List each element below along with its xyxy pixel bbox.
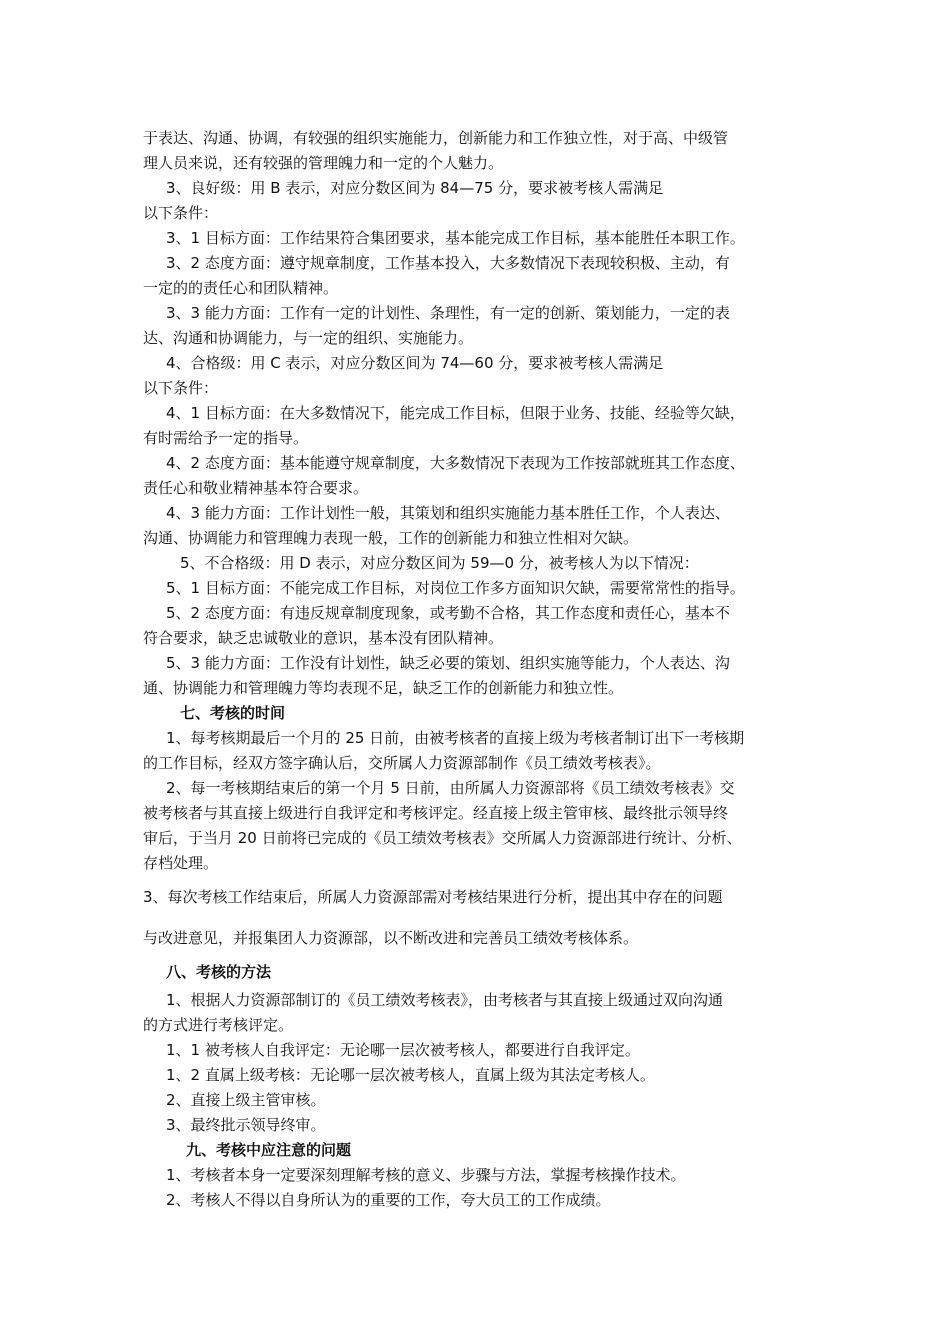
body-line: 审后，于当月 20 日前将已完成的《员工绩效考核表》交所属人力资源部进行统计、分析、 <box>143 829 742 847</box>
body-line: 存档处理。 <box>143 854 219 872</box>
body-line: 4、1 目标方面：在大多数情况下，能完成工作目标，但限于业务、技能、经验等欠缺， <box>166 404 745 422</box>
body-line: 与改进意见，并报集团人力资源部，以不断改进和完善员工绩效考核体系。 <box>143 929 639 947</box>
body-line: 1、2 直属上级考核：无论哪一层次被考核人，直属上级为其法定考核人。 <box>166 1066 655 1084</box>
body-line: 5、2 态度方面：有违反规章制度现象，或考勤不合格，其工作态度和责任心，基本不 <box>166 604 730 622</box>
body-line: 4、合格级：用 C 表示，对应分数区间为 74—60 分，要求被考核人需满足 <box>166 354 664 372</box>
body-line: 的工作目标，经双方签字确认后，交所属人力资源部制作《员工绩效考核表》。 <box>143 754 661 772</box>
body-line: 3、良好级：用 B 表示，对应分数区间为 84—75 分，要求被考核人需满足 <box>166 179 664 197</box>
body-line: 3、每次考核工作结束后，所属人力资源部需对考核结果进行分析，提出其中存在的问题 <box>143 888 723 906</box>
body-line: 以下条件： <box>143 379 219 397</box>
section-heading: 七、考核的时间 <box>180 704 286 722</box>
body-line: 有时需给予一定的指导。 <box>143 429 309 447</box>
body-line: 于表达、沟通、协调，有较强的组织实施能力，创新能力和工作独立性，对于高、中级管 <box>143 129 729 147</box>
body-line: 5、不合格级：用 D 表示，对应分数区间为 59—0 分，被考核人为以下情况： <box>180 554 699 572</box>
body-line: 的方式进行考核评定。 <box>143 1016 294 1034</box>
body-line: 理人员来说，还有较强的管理魄力和一定的个人魅力。 <box>143 154 504 172</box>
body-line: 2、每一考核期结束后的第一个月 5 日前，由所属人力资源部将《员工绩效考核表》交 <box>166 779 735 797</box>
body-line: 符合要求，缺乏忠诚敬业的意识，基本没有团队精神。 <box>143 629 504 647</box>
body-line: 沟通、协调能力和管理魄力表现一般，工作的创新能力和独立性相对欠缺。 <box>143 529 639 547</box>
body-line: 3、3 能力方面：工作有一定的计划性、条理性，有一定的创新、策划能力，一定的表 <box>166 304 730 322</box>
body-line: 1、1 被考核人自我评定：无论哪一层次被考核人，都要进行自我评定。 <box>166 1041 640 1059</box>
body-line: 达、沟通和协调能力，与一定的组织、实施能力。 <box>143 329 474 347</box>
body-line: 3、最终批示领导终审。 <box>166 1116 326 1134</box>
body-line: 5、3 能力方面：工作没有计划性，缺乏必要的策划、组织实施等能力，个人表达、沟 <box>166 654 730 672</box>
body-line: 1、考核者本身一定要深刻理解考核的意义、步骤与方法，掌握考核操作技术。 <box>166 1166 686 1184</box>
body-line: 以下条件： <box>143 204 219 222</box>
body-line: 2、直接上级主管审核。 <box>166 1091 326 1109</box>
body-line: 1、每考核期最后一个月的 25 日前，由被考核者的直接上级为考核者制订出下一考核期 <box>166 729 745 747</box>
body-line: 一定的的责任心和团队精神。 <box>143 279 339 297</box>
body-line: 3、1 目标方面：工作结果符合集团要求，基本能完成工作目标，基本能胜任本职工作。 <box>166 229 745 247</box>
body-line: 被考核者与其直接上级进行自我评定和考核评定。经直接上级主管审核、最终批示领导终 <box>143 804 729 822</box>
section-heading: 九、考核中应注意的问题 <box>186 1141 352 1159</box>
body-line: 1、根据人力资源部制订的《员工绩效考核表》，由考核者与其直接上级通过双向沟通 <box>166 991 724 1009</box>
body-line: 4、3 能力方面：工作计划性一般，其策划和组织实施能力基本胜任工作，个人表达、 <box>166 504 730 522</box>
body-line: 通、协调能力和管理魄力等均表现不足，缺乏工作的创新能力和独立性。 <box>143 679 624 697</box>
body-line: 2、考核人不得以自身所认为的重要的工作，夸大员工的工作成绩。 <box>166 1191 611 1209</box>
body-line: 4、2 态度方面：基本能遵守规章制度，大多数情况下表现为工作按部就班其工作态度、 <box>166 454 745 472</box>
body-line: 3、2 态度方面：遵守规章制度，工作基本投入，大多数情况下表现较积极、主动，有 <box>166 254 730 272</box>
body-line: 5、1 目标方面：不能完成工作目标，对岗位工作多方面知识欠缺，需要常常性的指导。 <box>166 579 745 597</box>
section-heading: 八、考核的方法 <box>166 963 272 981</box>
body-line: 责任心和敬业精神基本符合要求。 <box>143 479 369 497</box>
